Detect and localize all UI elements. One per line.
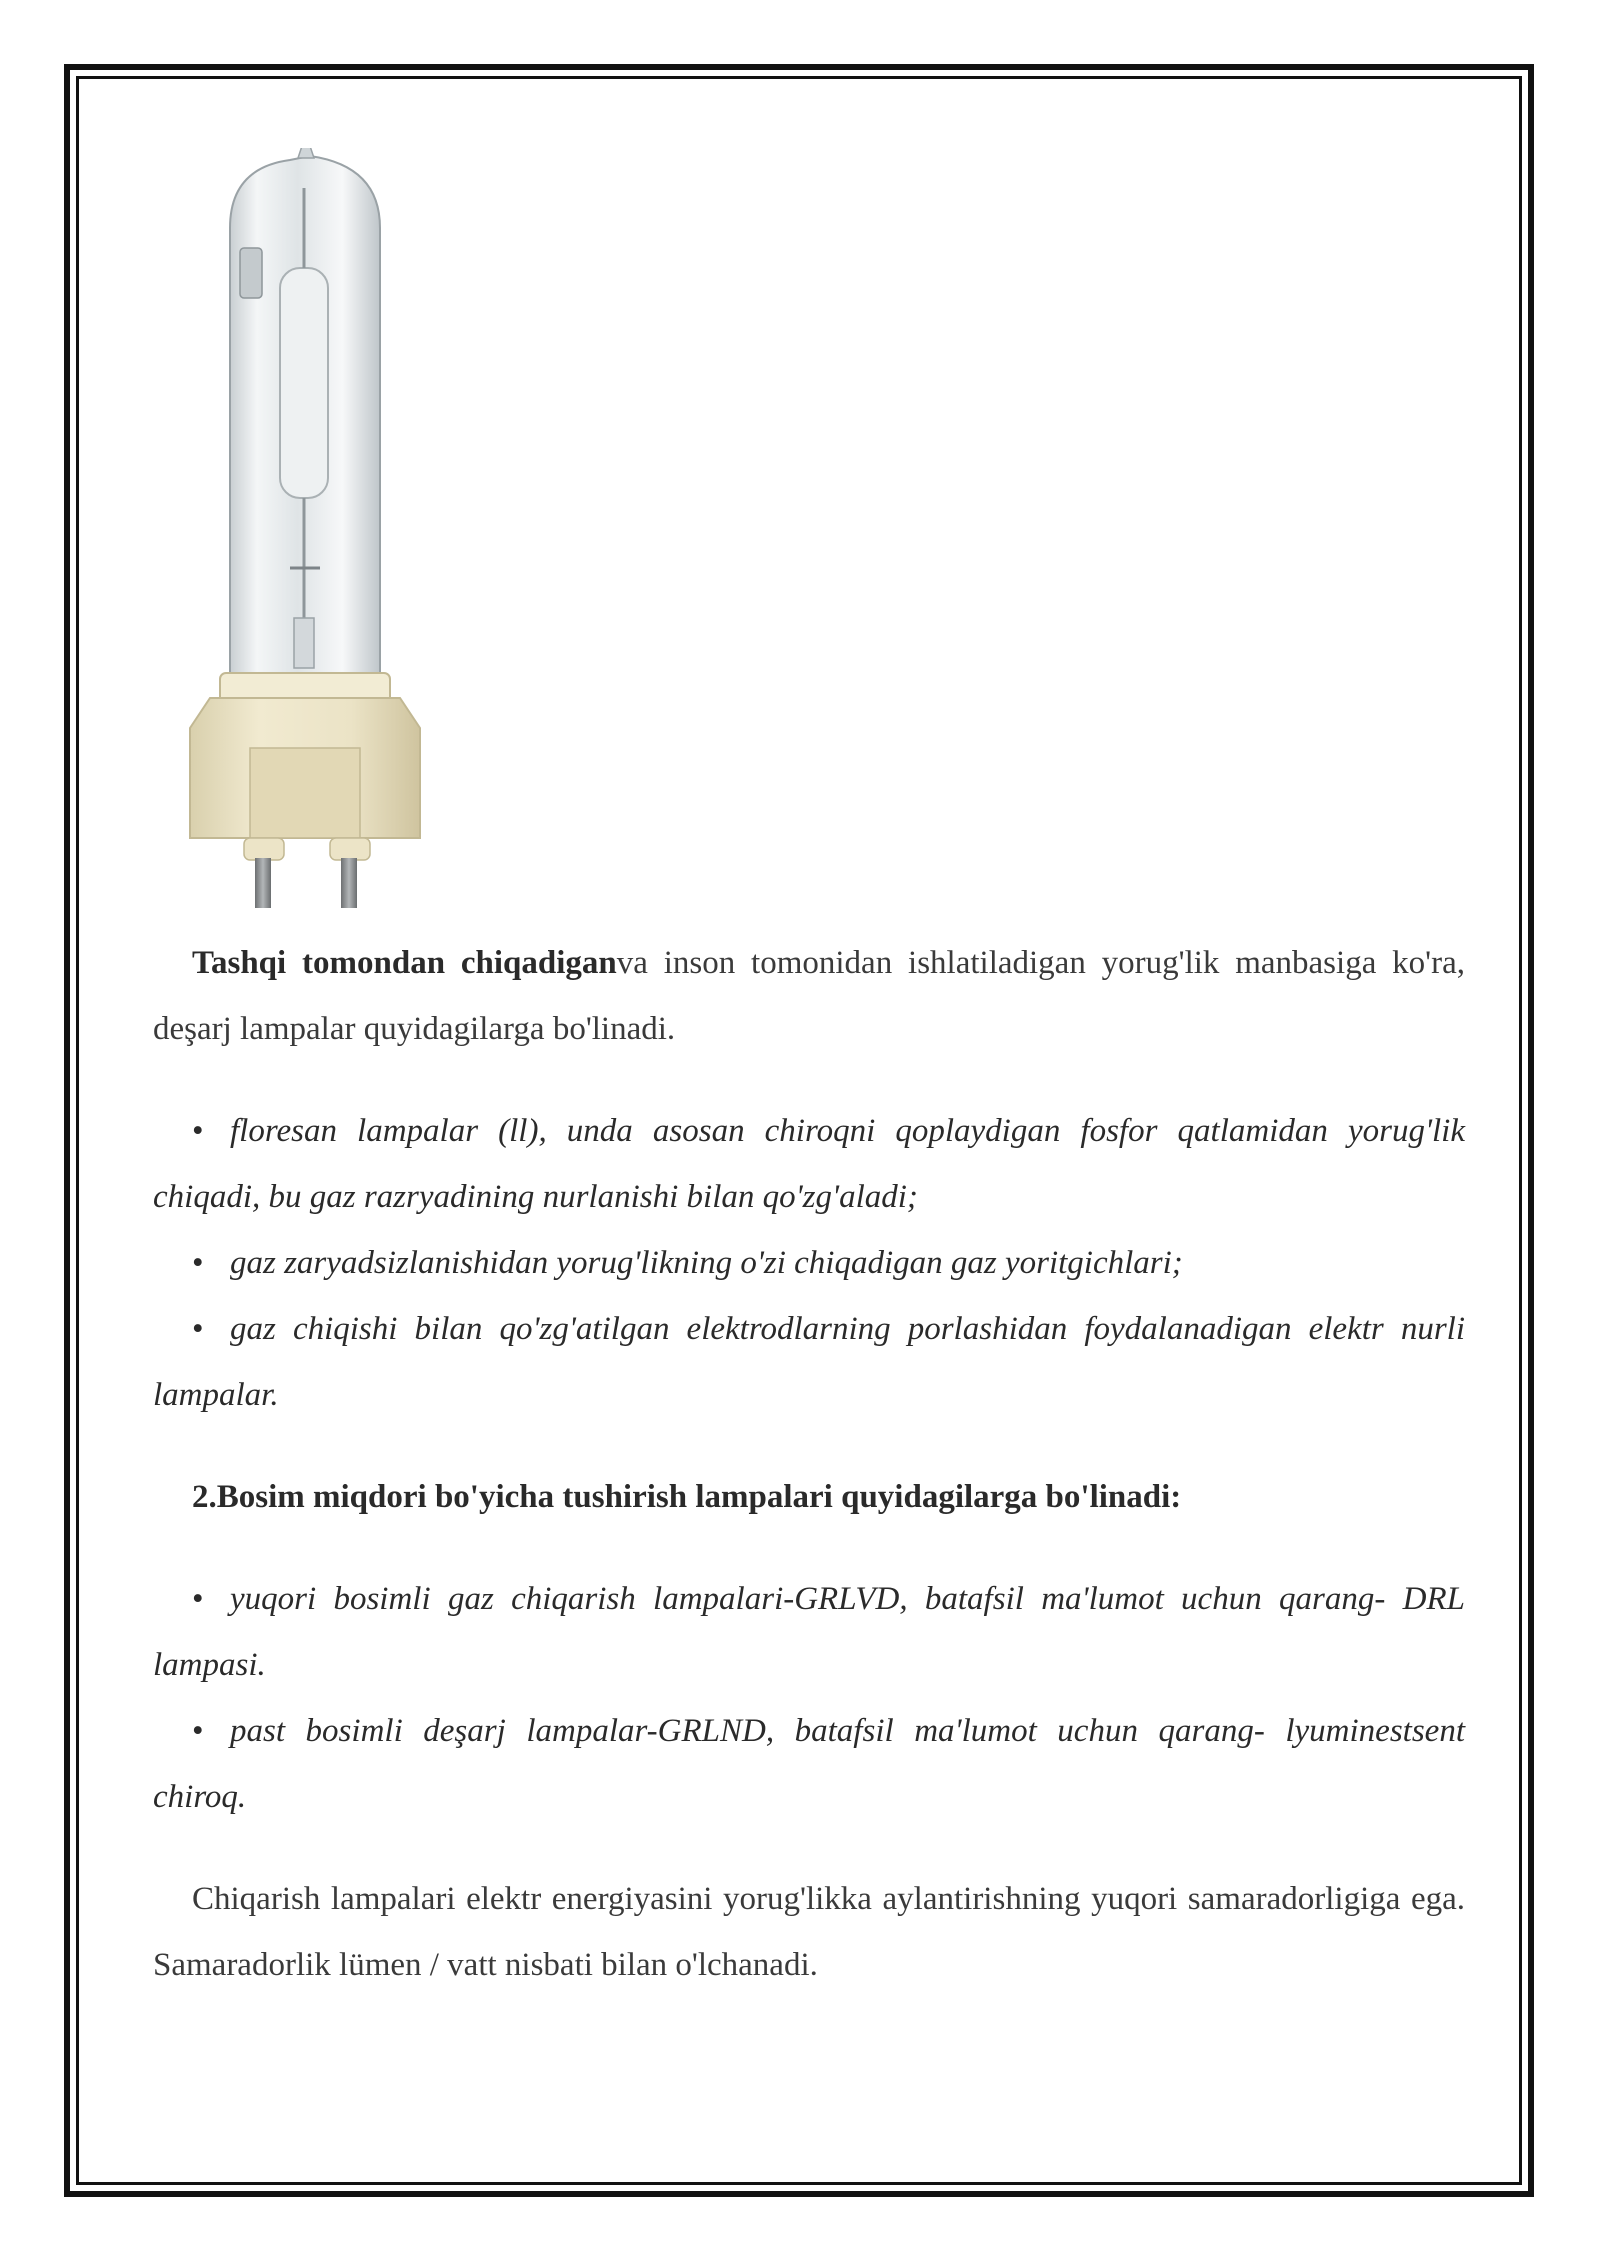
section-heading: 2.Bosim miqdori bo'yicha tushirish lampalari quyidagilarga bo'linadi: [192,1479,1182,1515]
intro-bold-lead: Tashqi tomondan chiqadigan [192,945,617,981]
list-item: • yuqori bosimli gaz chiqarish lampalari-GRLVD, batafsil ma'lumot uchun qarang- DRL lampasi. [153,1566,1465,1698]
list-item: • floresan lampalar (ll), unda asosan chiroqni qoplaydigan fosfor qatlamidan yorug'lik chiqadi, bu gaz razryadining nurlanishi bilan qo'zg'aladi; [153,1098,1465,1230]
bullet-icon: • [192,1113,204,1149]
bullet-icon: • [192,1245,204,1281]
discharge-lamp-image [180,148,440,908]
bullet-icon: • [192,1311,204,1347]
list-item: • gaz chiqishi bilan qo'zg'atilgan elektrodlarning porlashidan foydalanadigan elektr nurli lampalar. [153,1296,1465,1428]
bullet-icon: • [192,1581,204,1617]
document-body [153,930,1465,1998]
intro-text: va inson tomonidan ishlatiladigan yorug'lik manbasiga ko'ra, deşarj lampalar quyidagilarga bo'linadi. [153,945,1465,1047]
intro-paragraph [153,930,1465,1062]
list-item: • past bosimli deşarj lampalar-GRLND, batafsil ma'lumot uchun qarang- lyuminestsent chiroq. [153,1698,1465,1830]
bullet-icon: • [192,1713,204,1749]
list-item: • gaz zaryadsizlanishidan yorug'likning o'zi chiqadigan gaz yoritgichlari; [153,1230,1465,1296]
closing-paragraph: Chiqarish lampalari elektr energiyasini yorug'likka aylantirishning yuqori samaradorligiga ega. Samaradorlik lümen / vatt nisbati bilan o'lchanadi. [153,1881,1465,1983]
